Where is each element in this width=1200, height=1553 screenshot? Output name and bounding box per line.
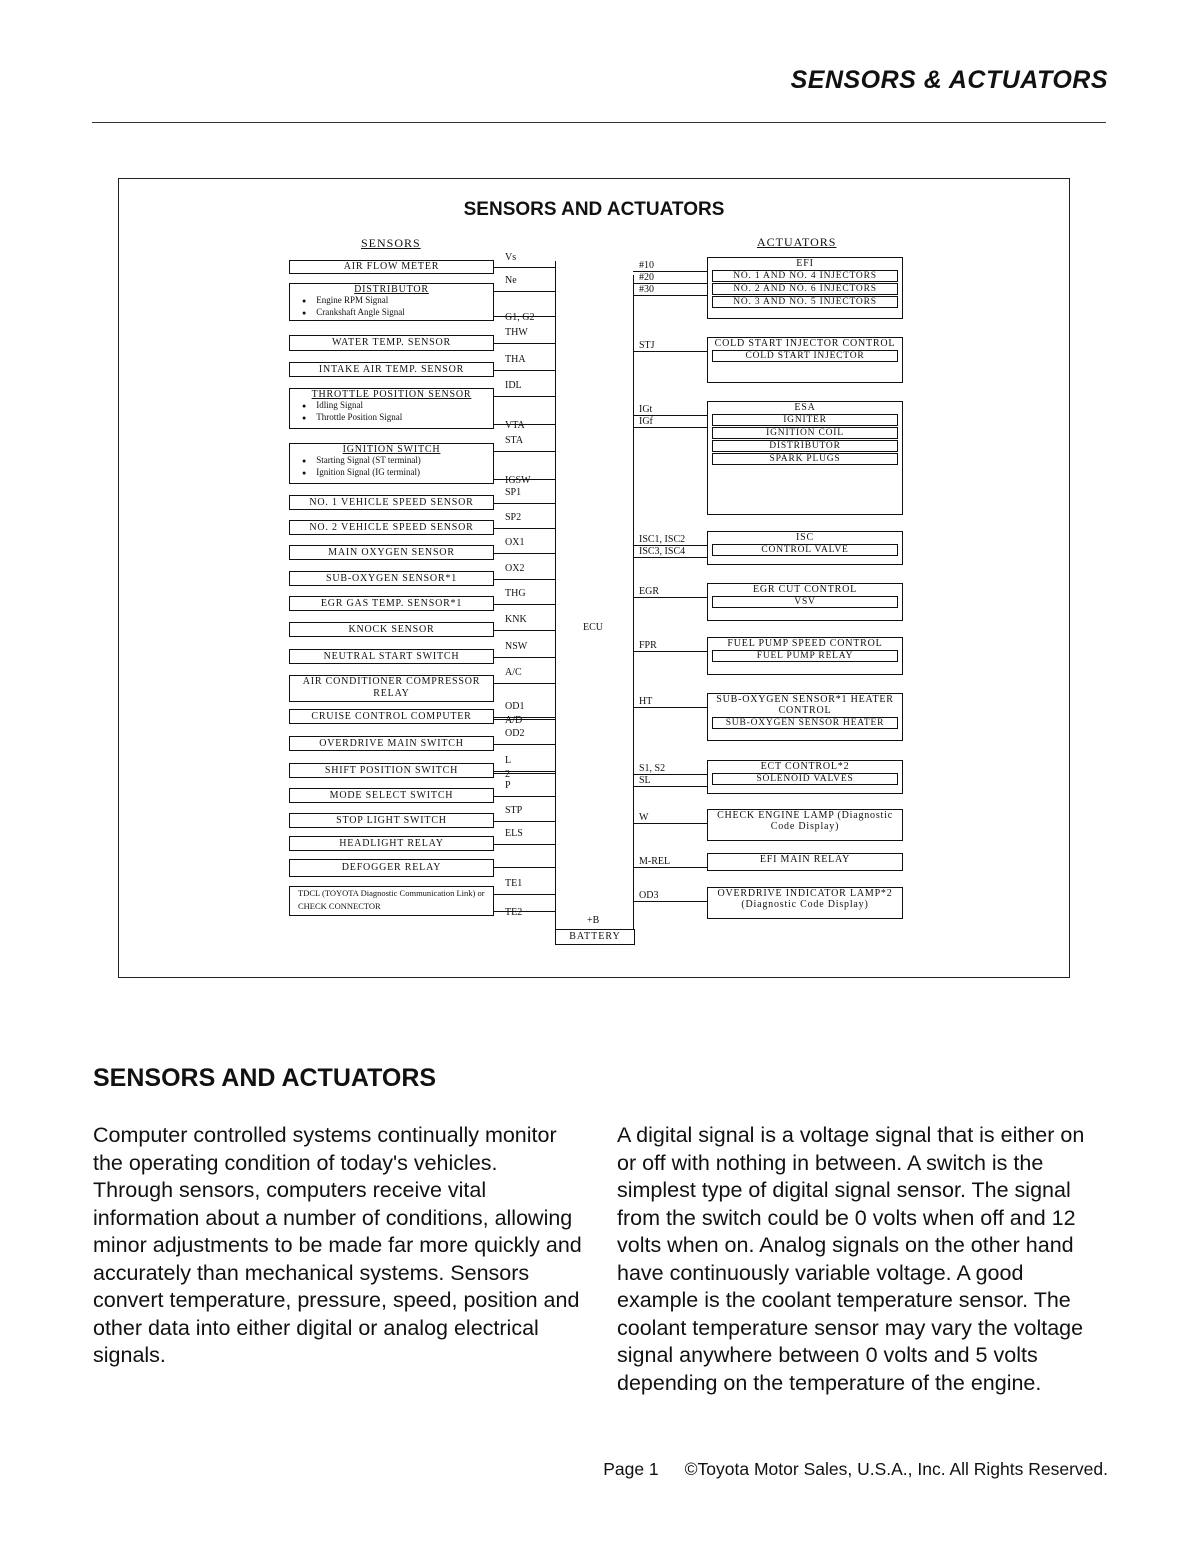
sensor-signal-label: STP: [505, 805, 523, 816]
actuator-signal-label: EGR: [639, 586, 659, 597]
sensor-label: KNOCK SENSOR: [348, 624, 435, 635]
sensor-label: DISTRIBUTOR: [354, 284, 429, 295]
sensor-sub-signal: ● Throttle Position Signal: [290, 412, 493, 424]
sensor-wire: [494, 821, 555, 822]
sensor-signal-label: THA: [505, 354, 526, 365]
ecu-actuator-bus: [633, 275, 634, 929]
actuator-item: CONTROL VALVE: [712, 544, 898, 556]
sensor-wire: [494, 343, 555, 344]
actuator-item: IGNITER: [712, 414, 898, 426]
sensor-box: [289, 788, 494, 803]
sensor-box: [289, 545, 494, 560]
ecu-label: ECU: [583, 622, 603, 633]
actuator-group-label: EFI MAIN RELAY: [759, 854, 851, 865]
sensor-label: SHIFT POSITION SWITCH: [324, 765, 459, 776]
actuator-item: SOLENOID VALVES: [712, 773, 898, 785]
sensor-signal-label: OX1: [505, 537, 525, 548]
sensor-signal-label: SP1: [505, 487, 522, 498]
sensor-box: [289, 859, 494, 877]
sensor-wire-2: [494, 911, 555, 912]
sensor-label: SUB-OXYGEN SENSOR*1: [325, 573, 458, 584]
actuator-item: IGNITION COIL: [712, 427, 898, 439]
sensor-signal-label: Ne: [505, 275, 517, 286]
sensor-signal-label: P: [505, 780, 511, 791]
actuator-group-label: ISC: [796, 532, 814, 543]
sensor-wire: [494, 630, 555, 631]
sensor-box: [289, 260, 494, 274]
sensor-signal-label-2: 2: [505, 769, 510, 780]
copyright: ©Toyota Motor Sales, U.S.A., Inc. All Rights Reserved.: [684, 1459, 1108, 1479]
actuator-box: [707, 337, 903, 383]
sensor-box: [289, 495, 494, 510]
sensor-wire-2: [494, 773, 555, 774]
sensor-signal-label: ELS: [505, 828, 523, 839]
sensor-signal-label-2: A/D: [505, 715, 523, 726]
actuator-group-label: ESA: [794, 402, 816, 413]
page-number: Page 1: [603, 1459, 659, 1479]
sensor-wire: [494, 867, 555, 868]
sensor-box: [289, 335, 494, 351]
actuator-box: [707, 583, 903, 621]
sensor-wire: [494, 291, 555, 292]
battery-box: BATTERY: [555, 929, 635, 945]
sensor-signal-label: THW: [505, 327, 528, 338]
sensor-signal-label: STA: [505, 435, 524, 446]
actuator-signal-label: FPR: [639, 640, 657, 651]
actuator-item: SUB-OXYGEN SENSOR HEATER: [712, 717, 898, 729]
actuator-box: [707, 760, 903, 794]
actuator-box: [707, 637, 903, 675]
body-text-left: Computer controlled systems continually monitor the operating condition of today's vehicles. Through sensors, computers receive vital information about a number of conditions, allowing minor adjustments to be made far more quickly and accurately than mechanical systems. Sensors convert temperature, pressure, speed, position and other data into either digital or analog electrical signals.: [93, 1123, 582, 1367]
actuator-item: DISTRIBUTOR: [712, 440, 898, 452]
ecu-sensor-bus: [555, 261, 556, 929]
sensor-label: EGR GAS TEMP. SENSOR*1: [320, 598, 463, 609]
sensor-signal-label: OX2: [505, 563, 525, 574]
actuators-heading: ACTUATORS: [757, 235, 837, 249]
actuator-wire: [633, 867, 707, 868]
sensor-signal-label: TE1: [505, 878, 523, 889]
actuator-group-label: SUB-OXYGEN SENSOR*1 HEATER CONTROL: [716, 694, 894, 716]
actuator-box: [707, 401, 903, 515]
sensor-wire: [494, 894, 555, 895]
sensor-label: TDCL (TOYOTA Diagnostic Communication Link) or CHECK CONNECTOR: [298, 888, 485, 911]
actuator-signal-label: STJ: [639, 340, 655, 351]
sensor-label: MODE SELECT SWITCH: [329, 790, 454, 801]
sensor-box: [289, 622, 494, 637]
actuator-item: COLD START INJECTOR: [712, 350, 898, 362]
page-footer: [577, 1459, 1108, 1480]
actuator-wire: [633, 597, 707, 598]
sensor-signal-label-2: VTA: [505, 420, 525, 431]
sensor-box: [289, 709, 494, 724]
sensor-box: [289, 520, 494, 535]
sensor-signal-label: IDL: [505, 380, 522, 391]
header-rule: [92, 122, 1106, 123]
actuator-box: [707, 887, 903, 919]
actuator-signal-label: ISC1, ISC2: [639, 534, 686, 545]
actuator-signal-label: #20: [639, 272, 654, 283]
sensor-label: AIR FLOW METER: [343, 261, 440, 272]
sensor-box: [289, 886, 494, 916]
sensor-box: [289, 443, 494, 484]
sensor-label: NO. 2 VEHICLE SPEED SENSOR: [309, 522, 474, 533]
sensor-label: AIR CONDITIONER COMPRESSOR RELAY: [302, 676, 481, 699]
sensor-box: [289, 388, 494, 429]
actuator-wire: [633, 351, 707, 352]
actuator-signal-label: #10: [639, 260, 654, 271]
sensor-wire: [494, 657, 555, 658]
sensor-sub-signal: ● Ignition Signal (IG terminal): [290, 467, 493, 479]
sensor-label: WATER TEMP. SENSOR: [332, 337, 451, 348]
sensor-sub-signal: ● Idling Signal: [290, 400, 493, 412]
actuator-box: [707, 809, 903, 841]
actuator-wire: [633, 295, 707, 296]
actuator-item: NO. 1 AND NO. 4 INJECTORS: [712, 270, 898, 282]
actuator-box: [707, 531, 903, 565]
actuator-signal-label: W: [639, 812, 649, 823]
actuator-item: NO. 3 AND NO. 5 INJECTORS: [712, 296, 898, 308]
sensor-box: [289, 736, 494, 751]
sensor-label: STOP LIGHT SWITCH: [336, 815, 447, 826]
sensor-sub-signal: ● Starting Signal (ST terminal): [290, 455, 493, 467]
sensor-wire: [494, 267, 555, 268]
actuator-item: NO. 2 AND NO. 6 INJECTORS: [712, 283, 898, 295]
sensor-signal-label: THG: [505, 588, 526, 599]
actuator-item: VSV: [712, 596, 898, 608]
actuator-signal-label: IGf: [639, 416, 653, 427]
actuator-wire: [633, 557, 707, 558]
actuator-group-label: EFI: [796, 258, 814, 269]
section-heading: SENSORS AND ACTUATORS: [93, 1064, 437, 1092]
actuator-signal-label: OD3: [639, 890, 659, 901]
actuator-wire: [633, 427, 707, 428]
sensor-wire: [494, 503, 555, 504]
sensor-signal-label: OD1: [505, 701, 525, 712]
page-header-title: SENSORS & ACTUATORS: [790, 66, 1108, 94]
actuator-group-label: ECT CONTROL*2: [760, 761, 850, 772]
sensor-wire: [494, 771, 555, 772]
sensor-signal-label: L: [505, 755, 512, 766]
actuator-wire: [633, 901, 707, 902]
sensor-wire: [494, 370, 555, 371]
sensor-wire: [494, 604, 555, 605]
sensors-actuators-diagram: [118, 178, 1070, 978]
sensor-wire: [494, 844, 555, 845]
sensor-label: HEADLIGHT RELAY: [339, 838, 444, 849]
sensor-wire-2: [494, 719, 555, 720]
sensor-wire: [494, 579, 555, 580]
actuator-group-label: COLD START INJECTOR CONTROL: [714, 338, 896, 349]
sensor-box: [289, 596, 494, 611]
sensor-box: [289, 813, 494, 828]
sensor-sub-signal: ● Engine RPM Signal: [290, 295, 493, 307]
actuator-group-label: CHECK ENGINE LAMP (Diagnostic Code Display): [717, 810, 893, 832]
actuator-wire: [633, 823, 707, 824]
sensor-signal-label: KNK: [505, 614, 527, 625]
actuator-signal-label: HT: [639, 696, 653, 707]
sensor-signal-label-2: G1, G2: [505, 312, 535, 323]
actuator-group-label: EGR CUT CONTROL: [752, 584, 858, 595]
sensor-signal-label: NSW: [505, 641, 528, 652]
actuator-signal-label: M-REL: [639, 856, 671, 867]
actuator-wire: [633, 707, 707, 708]
sensors-heading: SENSORS: [361, 236, 421, 250]
sensor-box: [289, 283, 494, 321]
actuator-box: [707, 693, 903, 741]
sensor-signal-label: SP2: [505, 512, 522, 523]
sensor-label: NEUTRAL START SWITCH: [323, 651, 460, 662]
actuator-group-label: FUEL PUMP SPEED CONTROL: [727, 638, 883, 649]
sensor-box: [289, 836, 494, 851]
actuator-box: [707, 853, 903, 871]
actuator-box: [707, 257, 903, 319]
sensor-box: [289, 649, 494, 664]
diagram-title: SENSORS AND ACTUATORS: [463, 199, 725, 220]
actuator-signal-label: S1, S2: [639, 763, 666, 774]
actuator-wire: [633, 786, 707, 787]
sensor-wire: [494, 717, 555, 718]
sensor-signal-label: A/C: [505, 667, 522, 678]
sensor-signal-label-2: IGSW: [505, 475, 531, 486]
sensor-box: [289, 675, 494, 702]
sensor-label: NO. 1 VEHICLE SPEED SENSOR: [309, 497, 474, 508]
body-text-right: A digital signal is a voltage signal that is either on or off with nothing in between. A switch is the simplest type of digital signal sensor. The signal from the switch could be 0 volts when off and 12 volts when on. Analog signals on the other hand have continuously variable voltage. A good example is the coolant temperature sensor. The coolant temperature sensor may vary the voltage signal anywhere between 0 volts and 5 volts depending on the temperature of the engine.: [617, 1123, 1085, 1395]
sensor-wire: [494, 528, 555, 529]
sensor-box: [289, 763, 494, 778]
sensor-box: [289, 571, 494, 586]
actuator-signal-label: SL: [639, 775, 651, 786]
sensor-wire: [494, 396, 555, 397]
sensor-signal-label: OD2: [505, 728, 525, 739]
sensor-wire: [494, 683, 555, 684]
sensor-label: MAIN OXYGEN SENSOR: [328, 547, 455, 558]
sensor-wire: [494, 553, 555, 554]
sensor-wire: [494, 451, 555, 452]
sensor-label: OVERDRIVE MAIN SWITCH: [319, 738, 464, 749]
sensor-wire: [494, 744, 555, 745]
battery-signal: +B: [587, 915, 600, 926]
sensor-signal-label-2: TE2: [505, 907, 523, 918]
sensor-signal-label: Vs: [505, 252, 517, 263]
sensor-label: DEFOGGER RELAY: [341, 862, 442, 873]
actuator-signal-label: IGt: [639, 404, 653, 415]
actuator-item: FUEL PUMP RELAY: [712, 650, 898, 662]
sensor-label: IGNITION SWITCH: [342, 444, 441, 455]
actuator-wire: [633, 651, 707, 652]
sensor-label: THROTTLE POSITION SENSOR: [311, 389, 472, 400]
sensor-label: INTAKE AIR TEMP. SENSOR: [318, 364, 465, 375]
actuator-group-label: OVERDRIVE INDICATOR LAMP*2 (Diagnostic Code Display): [717, 888, 893, 910]
actuator-signal-label: ISC3, ISC4: [639, 546, 686, 557]
actuator-item: SPARK PLUGS: [712, 453, 898, 465]
sensor-wire: [494, 796, 555, 797]
sensor-label: CRUISE CONTROL COMPUTER: [311, 711, 472, 722]
sensor-box: [289, 362, 494, 377]
actuator-signal-label: #30: [639, 284, 654, 295]
sensor-sub-signal: ● Crankshaft Angle Signal: [290, 307, 493, 319]
